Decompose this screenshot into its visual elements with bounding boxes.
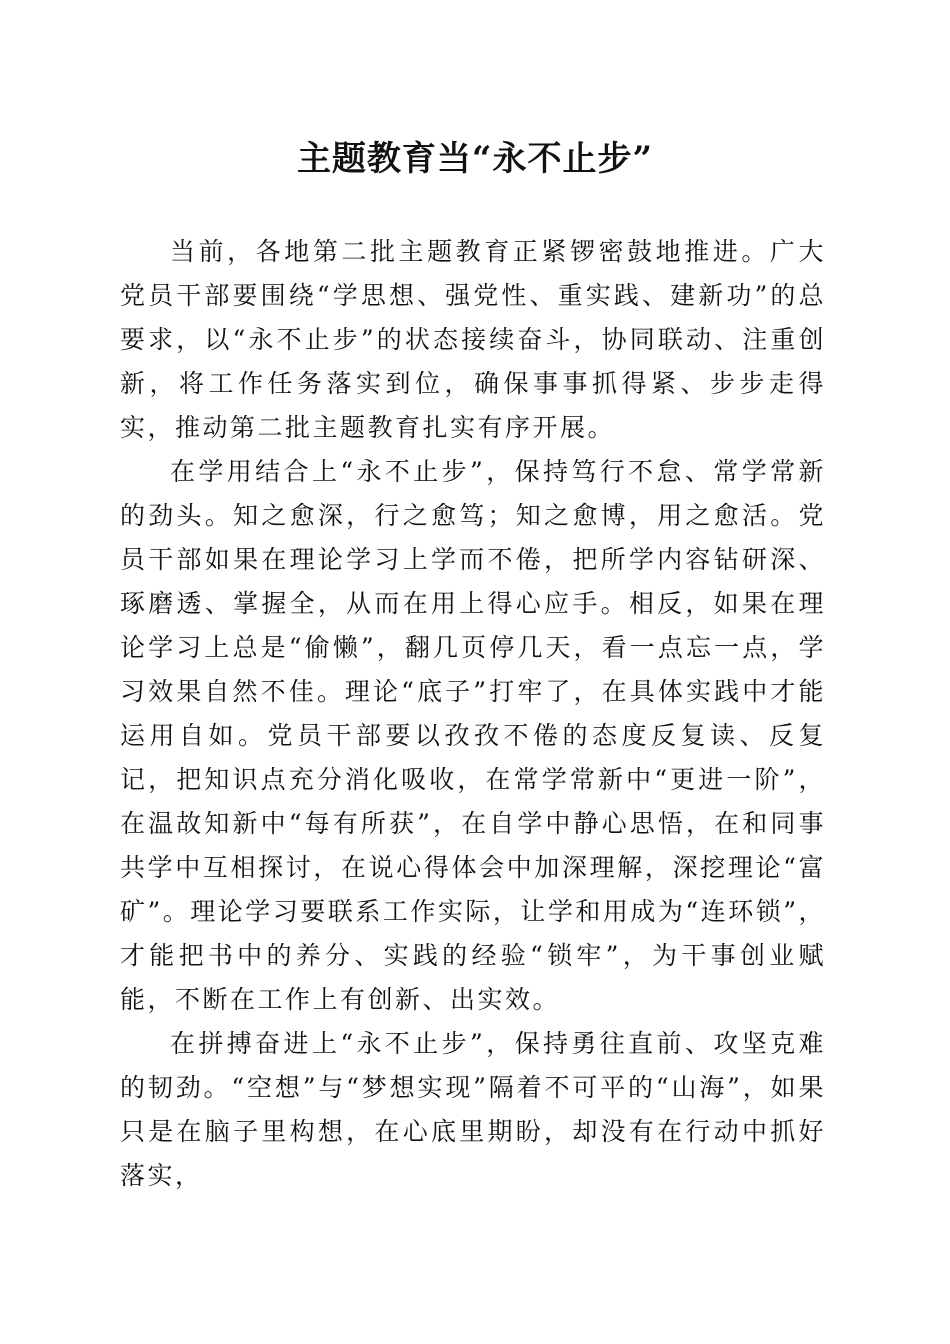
paragraph-3: 在拼搏奋进上“永不止步”，保持勇往直前、攻坚克难的韧劲。“空想”与“梦想实现”隔着不可平的“山海”，如果只是在脑子里构想，在心底里期盼，却没有在行动中抓好落实， <box>120 1029 826 1190</box>
document-title: 主题教育当“永不止步” <box>296 139 654 179</box>
paragraph-1: 当前，各地第二批主题教育正紧锣密鼓地推进。广大党员干部要围绕“学思想、强党性、重实践、建新功”的总要求，以“永不止步”的状态接续奋斗，协同联动、注重创新，将工作任务落实到位，确保事事抓得紧、步步走得实，推动第二批主题教育扎实有序开展。 <box>120 237 826 442</box>
paragraph-2: 在学用结合上“永不止步”，保持笃行不怠、常学常新的劲头。知之愈深，行之愈笃；知之愈博，用之愈活。党员干部如果在理论学习上学而不倦，把所学内容钻研深、琢磨透、掌握全，从而在用上得心应手。相反，如果在理论学习上总是“偷懒”，翻几页停几天，看一点忘一点，学习效果自然不佳。理论“底子”打牢了，在具体实践中才能运用自如。党员干部要以孜孜不倦的态度反复读、反复记，把知识点充分消化吸收，在常学常新中“更进一阶”，在温故知新中“每有所获”，在自学中静心思悟，在和同事共学中互相探讨，在说心得体会中加深理解，深挖理论“富矿”。理论学习要联系工作实际，让学和用成为“连环锁”，才能把书中的养分、实践的经验“锁牢”，为干事创业赋能，不断在工作上有创新、出实效。 <box>120 457 826 1014</box>
document-body <box>120 230 826 1198</box>
